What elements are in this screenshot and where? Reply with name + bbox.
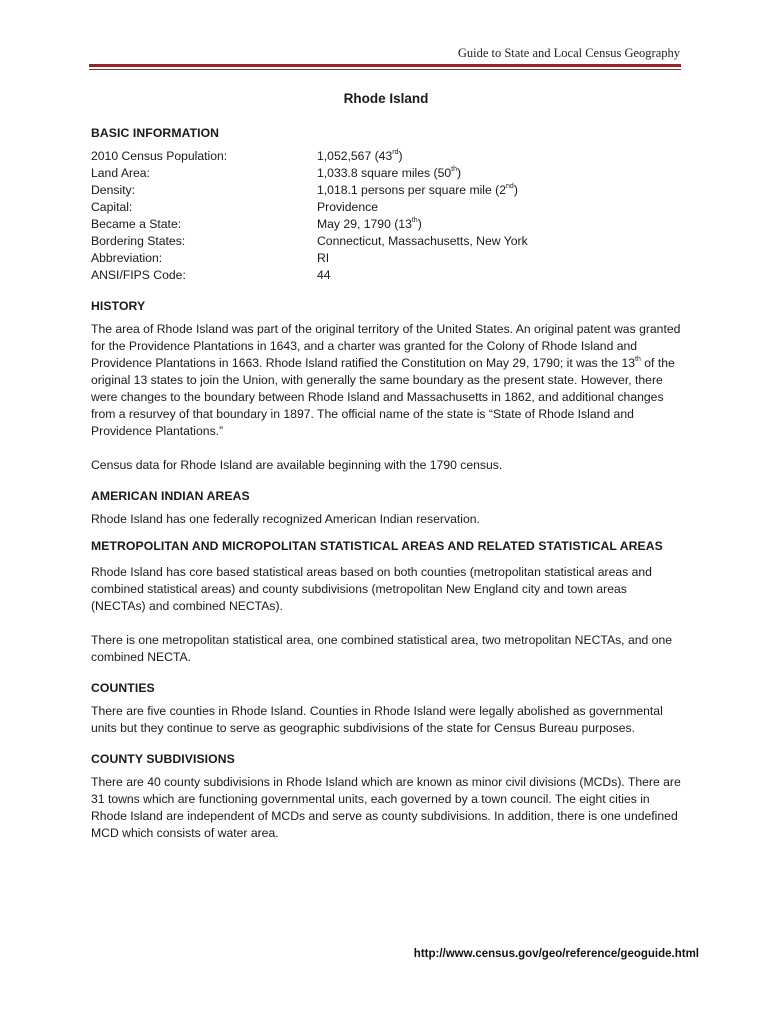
info-value: RI bbox=[317, 251, 330, 265]
county-subdivisions-paragraph: There are 40 county subdivisions in Rhode Island which are known as minor civil divisions (MCDs). There are 31 towns which are functioning governmental units, each governed by a town council. The eight cities in Rhode Island are independent of MCDs and serve as county subdivisions. In addition, there is one undefined MCD which consists of water area. bbox=[91, 775, 681, 840]
metro-heading: METROPOLITAN AND MICROPOLITAN STATISTICAL AREAS AND RELATED STATISTICAL AREAS bbox=[91, 539, 663, 553]
basic-info-table bbox=[91, 148, 681, 284]
history-heading: HISTORY bbox=[91, 299, 146, 313]
header-rule-thin bbox=[89, 69, 681, 70]
metro-paragraph-2: There is one metropolitan statistical area, one combined statistical area, two metropolitan NECTAs, and one combined NECTA. bbox=[91, 633, 673, 664]
running-header: Guide to State and Local Census Geography bbox=[457, 46, 680, 60]
info-value: Connecticut, Massachusetts, New York bbox=[317, 234, 528, 248]
info-value: 44 bbox=[317, 268, 331, 282]
info-value: Providence bbox=[317, 200, 378, 214]
info-value: May 29, 1790 (13th) bbox=[317, 217, 422, 231]
info-value: 1,018.1 persons per square mile (2nd) bbox=[317, 183, 518, 197]
info-label: Became a State: bbox=[91, 217, 182, 231]
counties-paragraph: There are five counties in Rhode Island. Counties in Rhode Island were legally abolished as governmental units but they continue to serve as geographic subdivisions of the state for Census Bureau purposes. bbox=[91, 704, 663, 735]
info-label: ANSI/FIPS Code: bbox=[91, 268, 186, 282]
info-label: Density: bbox=[91, 183, 136, 197]
header-rule-thick bbox=[89, 64, 681, 67]
history-census-paragraph: Census data for Rhode Island are available beginning with the 1790 census. bbox=[91, 458, 503, 472]
info-label: Abbreviation: bbox=[91, 251, 163, 265]
aian-heading: AMERICAN INDIAN AREAS bbox=[91, 489, 250, 503]
info-value: 1,052,567 (43rd) bbox=[317, 149, 403, 163]
document-body bbox=[91, 90, 681, 859]
info-value: 1,033.8 square miles (50th) bbox=[317, 166, 462, 180]
info-label: Land Area: bbox=[91, 166, 150, 180]
page-title: Rhode Island bbox=[343, 91, 429, 106]
aian-paragraph: Rhode Island has one federally recognized American Indian reservation. bbox=[91, 512, 480, 526]
metro-paragraph-1: Rhode Island has core based statistical areas based on both counties (metropolitan statistical areas and combined statistical areas) and county subdivisions (metropolitan New England city and town areas (NECTAs) and combined NECTAs). bbox=[91, 565, 652, 613]
info-label: 2010 Census Population: bbox=[91, 149, 228, 163]
counties-heading: COUNTIES bbox=[91, 681, 155, 695]
county-subdivisions-heading: COUNTY SUBDIVISIONS bbox=[91, 752, 235, 766]
footer-link[interactable]: http://www.census.gov/geo/reference/geoguide.html bbox=[413, 948, 699, 960]
info-label: Capital: bbox=[91, 200, 133, 214]
history-paragraph: The area of Rhode Island was part of the original territory of the United States. An original patent was granted for the Providence Plantations in 1643, and a charter was granted for the Colony of Rhode Island and Providence Plantations in 1663. Rhode Island ratified the Constitution on May 29, 1790; it was the 13th of the original 13 states to join the Union, with generally the same boundary as the present state. However, there were changes to the boundary between Rhode Island and Massachusetts in 1862, and additional changes from a resurvey of that boundary in 1897. The official name of the state is “State of Rhode Island and Providence Plantations.” bbox=[91, 322, 681, 438]
info-label: Bordering States: bbox=[91, 234, 186, 248]
basic-info-heading: BASIC INFORMATION bbox=[91, 126, 220, 140]
